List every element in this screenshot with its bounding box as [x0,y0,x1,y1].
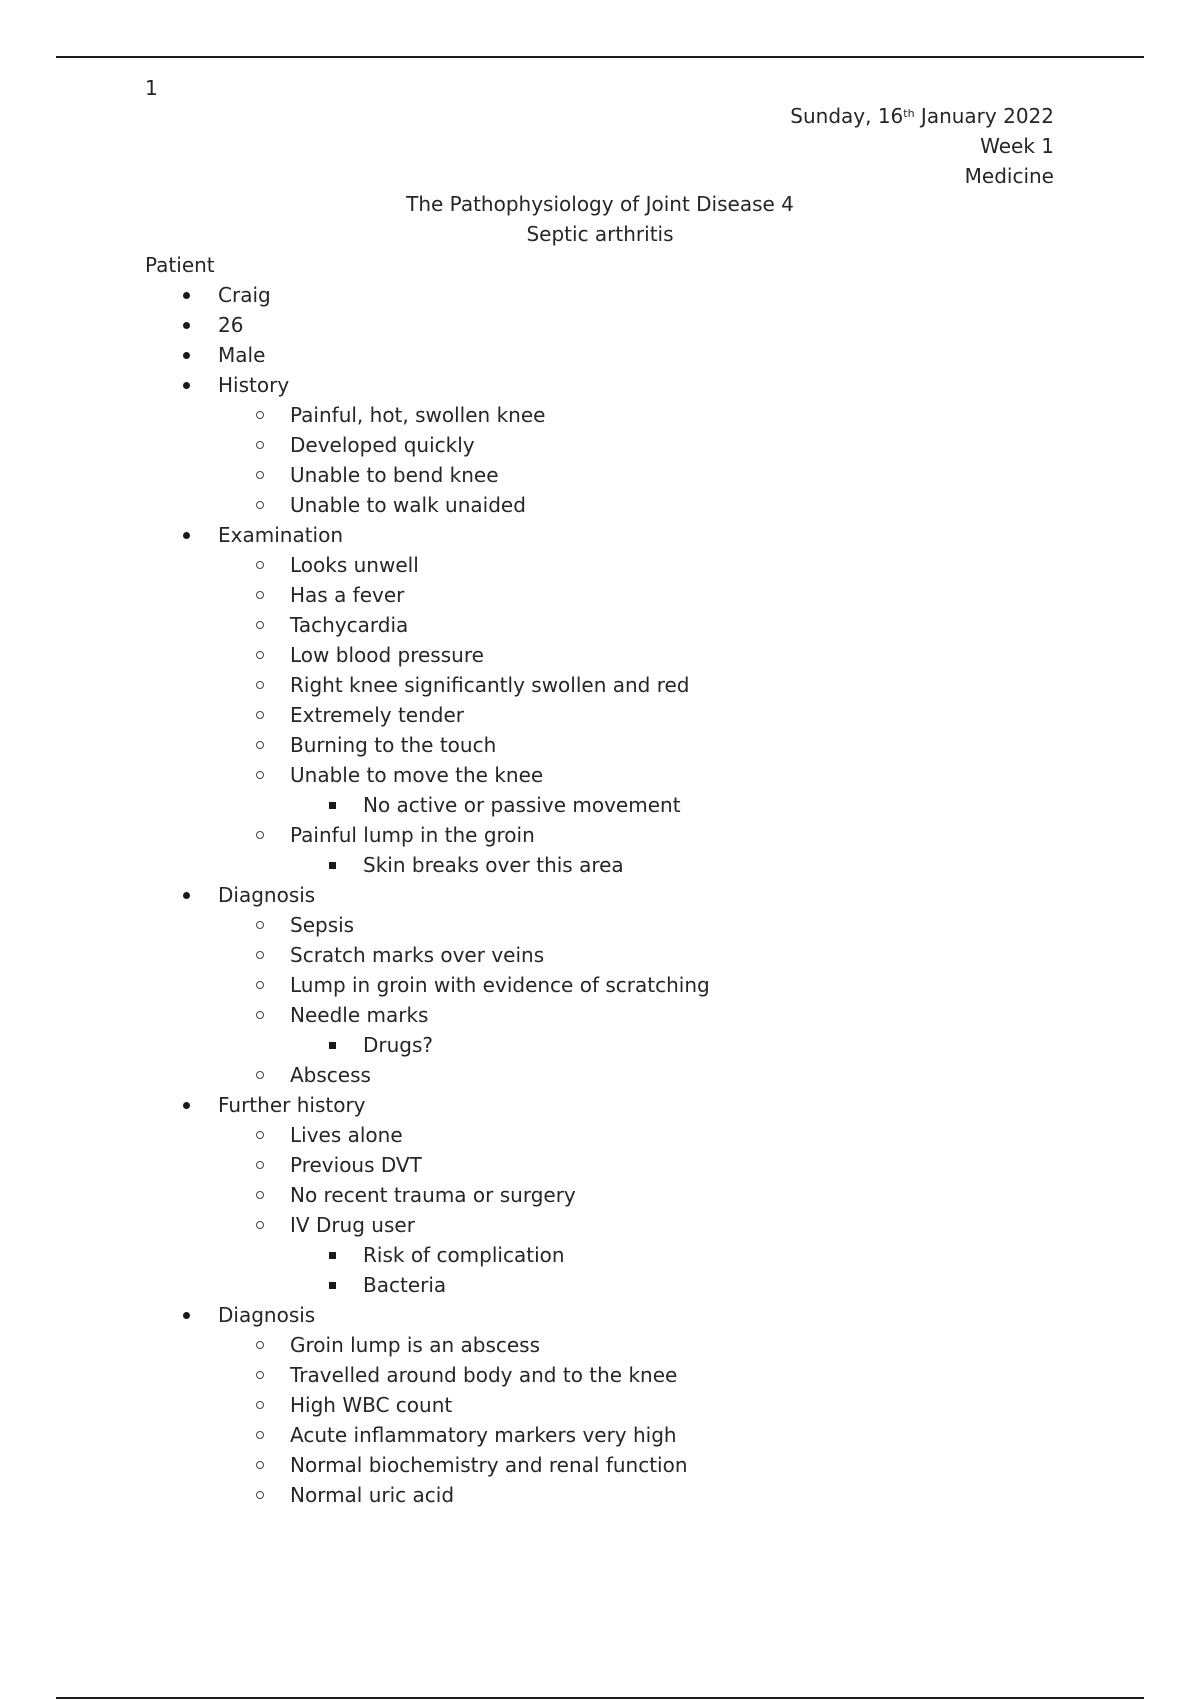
outline-item-level-2 [145,940,1045,970]
outline-item-text: 26 [218,313,244,337]
disc-bullet-icon [183,310,190,340]
circle-bullet-icon [256,1210,264,1240]
outline-item-level-2 [145,1210,1045,1240]
document-header [790,101,1054,191]
header-date-ordinal: th [903,107,915,120]
outline-item-text: Unable to walk unaided [290,493,526,517]
outline-item-level-3 [145,790,1045,820]
circle-bullet-icon [256,1450,264,1480]
circle-bullet-icon [256,910,264,940]
square-bullet-icon [329,850,336,880]
outline-item-level-2 [145,910,1045,940]
outline-item-text: Male [218,343,266,367]
outline-item-text: Unable to bend knee [290,463,499,487]
outline-item-text: Normal biochemistry and renal function [290,1453,688,1477]
header-rule [56,56,1144,58]
circle-bullet-icon [256,1180,264,1210]
outline-item-text: Has a fever [290,583,405,607]
circle-bullet-icon [256,1330,264,1360]
circle-bullet-icon [256,940,264,970]
outline-item-text: Further history [218,1093,366,1117]
disc-bullet-icon [183,370,190,400]
outline-item-text: No recent trauma or surgery [290,1183,576,1207]
circle-bullet-icon [256,670,264,700]
circle-bullet-icon [256,1120,264,1150]
circle-bullet-icon [256,1480,264,1510]
circle-bullet-icon [256,760,264,790]
outline-item-level-2 [145,400,1045,430]
title-block [0,189,1200,249]
outline-item-level-3 [145,1030,1045,1060]
circle-bullet-icon [256,1420,264,1450]
outline-item-level-2 [145,670,1045,700]
disc-bullet-icon [183,280,190,310]
outline-item-text: Lives alone [290,1123,403,1147]
outline-item-level-1 [145,1090,1045,1120]
outline-item-level-2 [145,730,1045,760]
outline-item-level-1 [145,1300,1045,1330]
disc-bullet-icon [183,520,190,550]
outline-item-text: Acute inflammatory markers very high [290,1423,677,1447]
page-number: 1 [145,76,158,100]
outline-item-level-2 [145,1330,1045,1360]
outline-item-text: Travelled around body and to the knee [290,1363,678,1387]
outline-item-level-1 [145,340,1045,370]
disc-bullet-icon [183,880,190,910]
circle-bullet-icon [256,1000,264,1030]
circle-bullet-icon [256,580,264,610]
outline-item-text: Diagnosis [218,883,316,907]
header-date-prefix: Sunday, 16 [790,104,904,128]
square-bullet-icon [329,790,336,820]
outline-item-level-3 [145,850,1045,880]
outline-item-level-2 [145,1360,1045,1390]
outline-item-text: Tachycardia [290,613,409,637]
outline-item-text: Craig [218,283,271,307]
disc-bullet-icon [183,340,190,370]
square-bullet-icon [329,1240,336,1270]
outline-item-level-2 [145,430,1045,460]
outline-item-text: No active or passive movement [363,793,681,817]
outline-item-text: Previous DVT [290,1153,422,1177]
section-heading: Patient [145,253,215,277]
outline-item-level-1 [145,880,1045,910]
outline-item-level-2 [145,460,1045,490]
square-bullet-icon [329,1030,336,1060]
circle-bullet-icon [256,700,264,730]
outline-item-text: IV Drug user [290,1213,415,1237]
circle-bullet-icon [256,1360,264,1390]
header-date-suffix: January 2022 [914,104,1054,128]
outline-item-text: Needle marks [290,1003,429,1027]
outline-item-text: Bacteria [363,1273,447,1297]
outline-item-level-2 [145,1150,1045,1180]
circle-bullet-icon [256,460,264,490]
outline-item-text: Lump in groin with evidence of scratching [290,973,710,997]
circle-bullet-icon [256,490,264,520]
disc-bullet-icon [183,1300,190,1330]
outline-item-text: Painful, hot, swollen knee [290,403,546,427]
header-date [790,101,1054,131]
outline-item-text: Risk of complication [363,1243,565,1267]
outline-item-text: Skin breaks over this area [363,853,624,877]
circle-bullet-icon [256,1390,264,1420]
square-bullet-icon [329,1270,336,1300]
outline-list [145,280,1045,1510]
document-subtitle: Septic arthritis [526,222,674,246]
outline-item-level-2 [145,1060,1045,1090]
outline-item-level-2 [145,760,1045,790]
outline-item-text: Examination [218,523,344,547]
outline-item-text: Unable to move the knee [290,763,544,787]
outline-item-level-3 [145,1240,1045,1270]
outline-item-level-2 [145,610,1045,640]
circle-bullet-icon [256,640,264,670]
outline-item-level-2 [145,580,1045,610]
circle-bullet-icon [256,1150,264,1180]
outline-item-text: Normal uric acid [290,1483,455,1507]
header-subject: Medicine [964,164,1054,188]
header-week: Week 1 [980,134,1054,158]
outline-item-level-2 [145,1180,1045,1210]
outline-item-text: Extremely tender [290,703,464,727]
circle-bullet-icon [256,820,264,850]
outline-item-text: Burning to the touch [290,733,497,757]
outline-item-level-2 [145,970,1045,1000]
disc-bullet-icon [183,1090,190,1120]
outline-item-level-1 [145,370,1045,400]
circle-bullet-icon [256,400,264,430]
outline-item-level-2 [145,1120,1045,1150]
circle-bullet-icon [256,730,264,760]
circle-bullet-icon [256,970,264,1000]
outline-item-text: Right knee significantly swollen and red [290,673,690,697]
circle-bullet-icon [256,610,264,640]
outline-item-text: Drugs? [363,1033,434,1057]
outline-item-level-2 [145,550,1045,580]
outline-item-level-2 [145,1450,1045,1480]
outline-item-text: Diagnosis [218,1303,316,1327]
outline-item-level-2 [145,490,1045,520]
outline-item-level-2 [145,1000,1045,1030]
outline-item-text: Groin lump is an abscess [290,1333,541,1357]
footer-rule [56,1697,1144,1699]
outline-item-level-2 [145,1420,1045,1450]
document-title: The Pathophysiology of Joint Disease 4 [406,192,794,216]
outline-item-text: Scratch marks over veins [290,943,545,967]
outline-item-level-1 [145,280,1045,310]
outline-item-level-2 [145,700,1045,730]
circle-bullet-icon [256,430,264,460]
notes-outline [145,250,1045,1510]
outline-item-level-2 [145,1480,1045,1510]
outline-item-text: Painful lump in the groin [290,823,535,847]
outline-item-level-1 [145,310,1045,340]
outline-item-level-2 [145,1390,1045,1420]
outline-item-level-1 [145,520,1045,550]
outline-item-text: Sepsis [290,913,355,937]
outline-item-text: High WBC count [290,1393,453,1417]
outline-item-text: Looks unwell [290,553,419,577]
circle-bullet-icon [256,550,264,580]
outline-item-level-2 [145,820,1045,850]
outline-item-text: Abscess [290,1063,371,1087]
outline-item-text: Developed quickly [290,433,475,457]
outline-item-text: History [218,373,290,397]
circle-bullet-icon [256,1060,264,1090]
outline-item-text: Low blood pressure [290,643,484,667]
outline-item-level-3 [145,1270,1045,1300]
outline-item-level-2 [145,640,1045,670]
